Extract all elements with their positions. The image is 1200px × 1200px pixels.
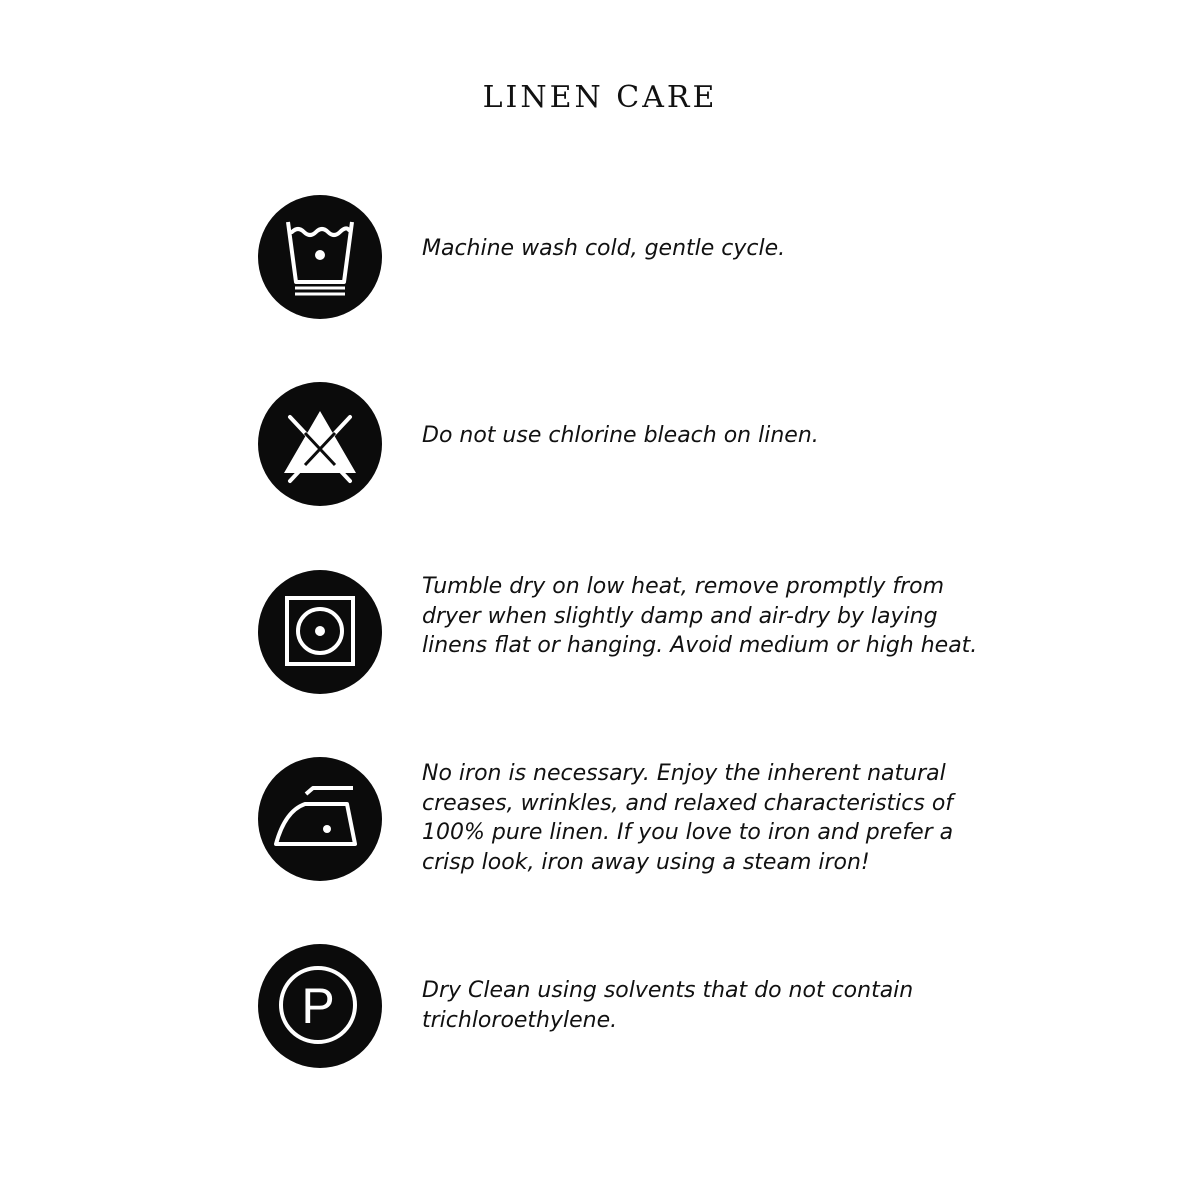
machine-wash-cold-icon — [257, 194, 383, 320]
care-item-bleach — [257, 381, 977, 507]
care-item-iron — [257, 756, 977, 882]
page-title: LINEN CARE — [482, 80, 718, 115]
care-text-dry: Tumble dry on low heat, remove promptly from dryer when slightly damp and air-dry by laying linens flat or hanging. Avoid medium or high heat. — [422, 574, 978, 658]
care-text-dryclean: Dry Clean using solvents that do not contain trichloroethylene. — [422, 978, 914, 1033]
dry-clean-letter: P — [301, 978, 335, 1034]
care-item-wash — [257, 194, 977, 320]
do-not-bleach-icon — [257, 381, 383, 507]
care-item-dry — [257, 569, 977, 695]
dry-clean-p-icon — [257, 943, 383, 1069]
care-text-wash: Machine wash cold, gentle cycle. — [422, 236, 786, 261]
iron-low-icon — [257, 756, 383, 882]
tumble-dry-low-icon — [257, 569, 383, 695]
care-text-bleach: Do not use chlorine bleach on linen. — [422, 423, 819, 448]
care-item-dryclean — [257, 943, 977, 1069]
care-text-iron: No iron is necessary. Enjoy the inherent natural creases, wrinkles, and relaxed characteristics of 100% pure linen. If you love to iron and prefer a crisp look, iron away using a steam iron! — [422, 761, 954, 875]
